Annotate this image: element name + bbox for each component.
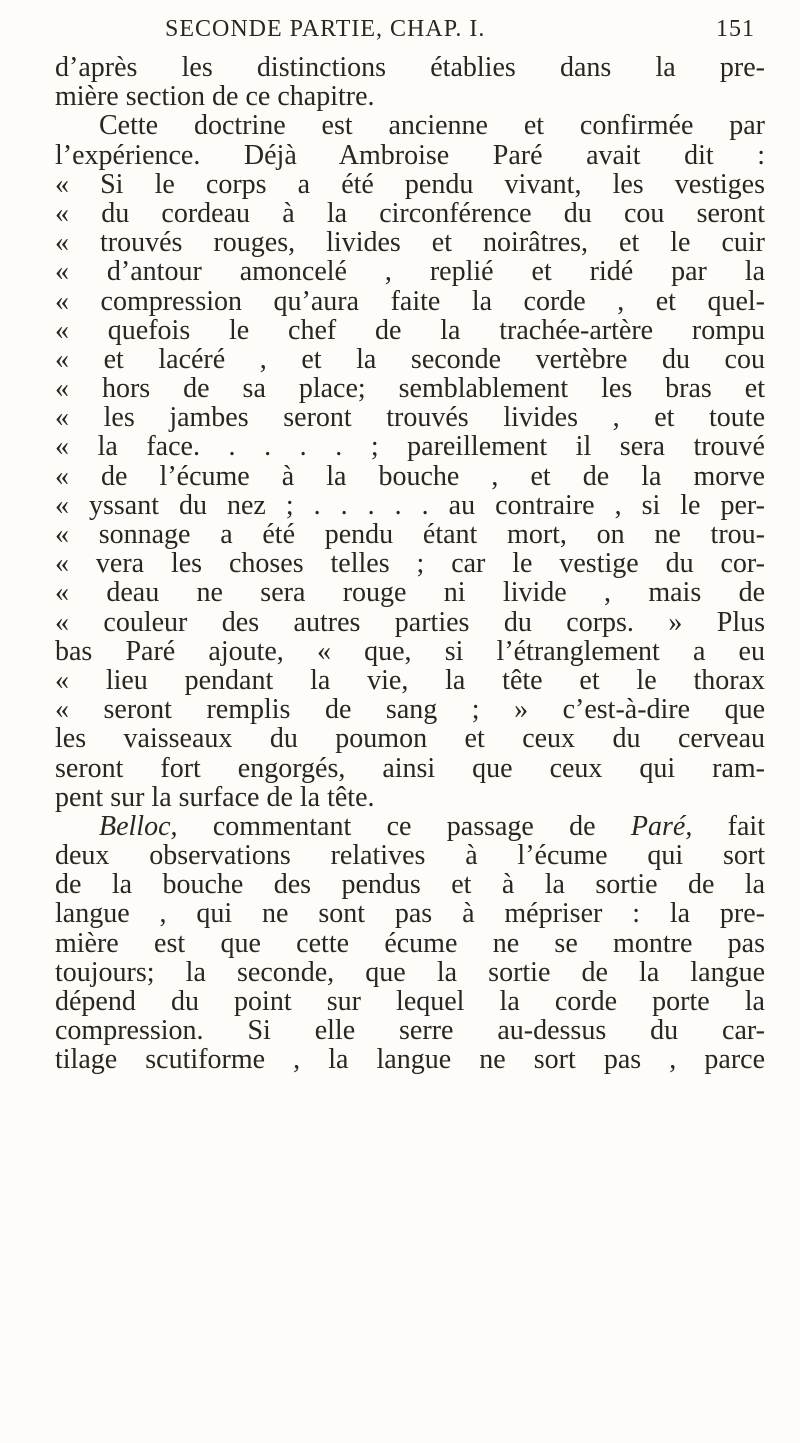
text-line: pent sur la surface de la tête. (55, 782, 375, 812)
text-line: « vera les choses telles ; car le vestige du cor- (55, 549, 765, 579)
text-line: langue , qui ne sont pas à mépriser : la pre- (55, 899, 765, 929)
text-line: compression. Si elle serre au-dessus du car- (55, 1016, 765, 1046)
text-line: « de l’écume à la bouche , et de la morve (55, 461, 765, 491)
text-line: deux observations relatives à l’écume qui sort (55, 841, 765, 871)
text-line: mière est que cette écume ne se montre pas (55, 928, 765, 958)
text-line: « yssant du nez ; . . . . . au contraire , si le per- (55, 490, 765, 520)
text-line (55, 812, 765, 841)
text-line: « sonnage a été pendu étant mort, on ne trou- (55, 520, 765, 550)
text-line: « couleur des autres parties du corps. » Plus (55, 607, 765, 637)
text-line: bas Paré ajoute, « que, si l’étranglement a eu (55, 636, 765, 666)
page-header (60, 10, 760, 50)
text-line: « deau ne sera rouge ni livide , mais de (55, 578, 765, 608)
text-line: les vaisseaux du poumon et ceux du cerveau (55, 724, 765, 754)
text-line: tilage scutiforme , la langue ne sort pas , parce (55, 1045, 765, 1075)
text-line: « lieu pendant la vie, la tête et le thorax (55, 665, 765, 696)
text-line: toujours; la seconde, que la sortie de la langue (55, 957, 765, 987)
text-line: « seront remplis de sang ; » c’est-à-dire que (55, 695, 765, 725)
text-line: dépend du point sur lequel la corde porte la (55, 987, 765, 1017)
text-fragment: commentant ce passage de (177, 811, 631, 842)
text-line: « et lacéré , et la seconde vertèbre du cou (55, 344, 765, 375)
page-number: 151 (716, 16, 755, 42)
body-text (55, 53, 765, 1075)
text-line: « trouvés rouges, livides et noirâtres, et le cuir (55, 228, 765, 258)
author-name: Belloc, (99, 811, 178, 842)
text-line: « d’antour amoncelé , replié et ridé par la (55, 257, 765, 287)
text-line: « Si le corps a été pendu vivant, les vestiges (55, 169, 765, 199)
text-line: « hors de sa place; semblablement les bras et (55, 374, 765, 404)
text-line: « compression qu’aura faite la corde , et quel- (55, 286, 765, 316)
text-line: « quefois le chef de la trachée-artère rompu (55, 315, 765, 345)
text-line: « la face. . . . . ; pareillement il sera trouvé (55, 432, 765, 462)
text-line: seront fort engorgés, ainsi que ceux qui ram- (55, 753, 765, 783)
author-name: Paré, (630, 811, 693, 842)
text-line: d’après les distinctions établies dans la pre- (55, 53, 765, 83)
text-line: mière section de ce chapitre. (55, 82, 375, 112)
text-line: « les jambes seront trouvés livides , et toute (55, 403, 765, 433)
text-line: de la bouche des pendus et à la sortie de la (55, 870, 765, 900)
text-line: « du cordeau à la circonférence du cou seront (55, 198, 765, 229)
running-title: SECONDE PARTIE, CHAP. I. (165, 16, 486, 42)
text-line: Cette doctrine est ancienne et confirmée par (99, 111, 765, 141)
text-fragment: fait (692, 811, 765, 842)
text-line: l’expérience. Déjà Ambroise Paré avait dit : (55, 140, 765, 170)
